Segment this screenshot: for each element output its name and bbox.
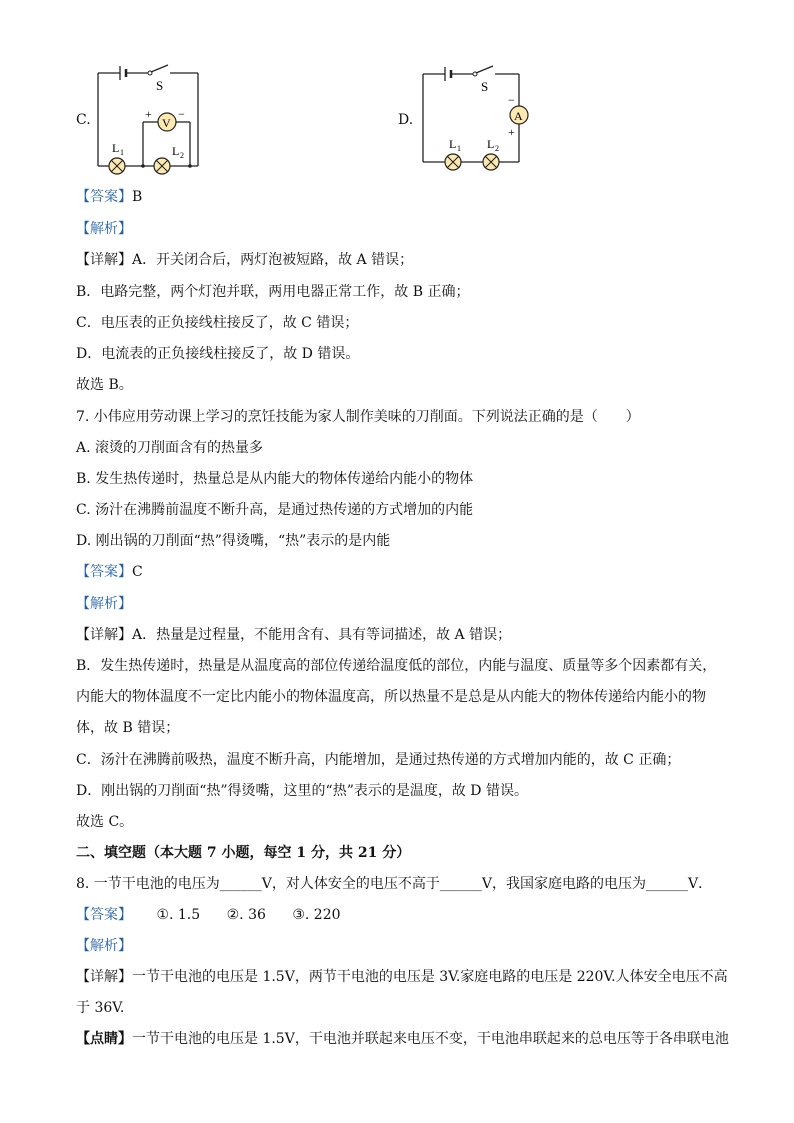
q8-stem: 8. 一节干电池的电压为______V，对人体安全的电压不高于______V，我国家庭电路的电压为______V． — [76, 876, 713, 892]
answer-blank-3: ③. 220 — [292, 907, 341, 923]
q7-line: D．刚出锅的刀削面“热”得烫嘴，这里的“热”表示的是温度，故 D 错误。 — [76, 783, 528, 799]
bulb-l1-label: L — [449, 137, 457, 151]
q6-answer — [76, 188, 142, 206]
analysis-tag: 【解析】 — [76, 938, 132, 954]
answer-tag: 【答案】 — [76, 564, 132, 580]
answer-tag: 【答案】 — [76, 907, 132, 923]
ammeter-plus: + — [508, 125, 515, 139]
bulb-l2-sub: 2 — [180, 151, 184, 160]
bulb-l1-sub: 1 — [457, 144, 461, 153]
q8-line: 于 36V. — [76, 1000, 125, 1016]
q7-line: 体，故 B 错误； — [76, 720, 180, 736]
q7-line: 内能大的物体温度不一定比内能小的物体温度高，所以热量不是总是从内能大的物体传递给内能小的物 — [76, 689, 706, 705]
q8-note-line — [76, 1030, 729, 1048]
note-text: 一节干电池的电压是 1.5V，干电池并联起来电压不变，干电池串联起来的总电压等于各串联电池 — [132, 1031, 729, 1047]
analysis-tag: 【解析】 — [76, 221, 132, 237]
q7-answer — [76, 563, 143, 581]
bulb-l2-sub: 2 — [495, 144, 499, 153]
voltmeter-plus: + — [145, 107, 152, 121]
q7-option-a: A. 滚烫的刀削面含有的热量多 — [76, 440, 264, 456]
switch-label-s: S — [481, 79, 489, 94]
q6-conclusion: 故选 B。 — [76, 377, 133, 393]
q7-option-b: B. 发生热传递时，热量总是从内能大的物体传递给内能小的物体 — [76, 471, 474, 487]
q6-line: D．电流表的正负接线柱接反了，故 D 错误。 — [76, 346, 360, 362]
bulb-l2-label: L — [172, 144, 180, 158]
answer-value: B — [132, 189, 143, 205]
q7-option-c: C. 汤汁在沸腾前温度不断升高，是通过热传递的方式增加的内能 — [76, 502, 474, 518]
circuit-diagram-c — [90, 60, 210, 180]
switch-blade — [476, 66, 493, 73]
q6-analysis — [76, 220, 132, 238]
circuit-diagram-d — [415, 60, 535, 180]
q7-line: B．发生热传递时，热量是从温度高的部位传递给温度低的部位，内能与温度、质量等多个因素都有关， — [76, 658, 717, 674]
ammeter-label: A — [514, 109, 523, 123]
option-c-label: C. — [76, 112, 91, 128]
detail-tag: 【详解】 — [76, 252, 132, 268]
answer-blank-1: ①. 1.5 — [156, 907, 201, 923]
voltmeter-minus: − — [178, 107, 185, 121]
detail-text: A．开关闭合后，两灯泡被短路，故 A 错误； — [132, 252, 414, 268]
q6-line: B．电路完整，两个灯泡并联，两用电器正常工作，故 B 正确； — [76, 284, 470, 300]
q6-line: C．电压表的正负接线柱接反了，故 C 错误； — [76, 315, 359, 331]
q6-detail-line — [76, 251, 413, 269]
section-heading: 二、填空题（本大题 7 小题，每空 1 分，共 21 分） — [76, 845, 411, 861]
voltmeter-label: V — [162, 116, 171, 130]
bulb-l2-label: L — [487, 137, 495, 151]
q7-line: C．汤汁在沸腾前吸热，温度不断升高，内能增加，是通过热传递的方式增加内能的，故 C 正确； — [76, 752, 681, 768]
q7-conclusion: 故选 C。 — [76, 814, 134, 830]
q8-analysis — [76, 937, 132, 955]
answer-blank-2: ②. 36 — [226, 907, 266, 923]
q7-detail-line — [76, 626, 511, 644]
analysis-tag: 【解析】 — [76, 596, 132, 612]
q8-answer — [76, 906, 341, 924]
answer-tag: 【答案】 — [76, 189, 132, 205]
detail-tag: 【详解】 — [76, 969, 132, 985]
detail-text: A．热量是过程量，不能用含有、具有等词描述，故 A 错误； — [132, 627, 512, 643]
option-d-label: D. — [398, 112, 414, 128]
note-tag: 【点睛】 — [76, 1031, 132, 1047]
switch-label-s: S — [156, 78, 164, 93]
switch-blade — [151, 65, 168, 72]
q7-analysis — [76, 595, 132, 613]
bulb-l1-label: L — [112, 141, 120, 155]
ammeter-minus: − — [508, 93, 515, 107]
detail-text: 一节干电池的电压是 1.5V，两节干电池的电压是 3V.家庭电路的电压是 220V.人体安全电压不高 — [132, 969, 728, 985]
answer-value: C — [132, 564, 143, 580]
bulb-l1-sub: 1 — [120, 148, 124, 157]
q7-stem: 7. 小伟应用劳动课上学习的烹饪技能为家人制作美味的刀削面。下列说法正确的是（ ） — [76, 409, 640, 425]
q7-option-d: D. 刚出锅的刀削面“热”得烫嘴，“热”表示的是内能 — [76, 533, 391, 549]
q8-detail-line — [76, 968, 728, 986]
detail-tag: 【详解】 — [76, 627, 132, 643]
